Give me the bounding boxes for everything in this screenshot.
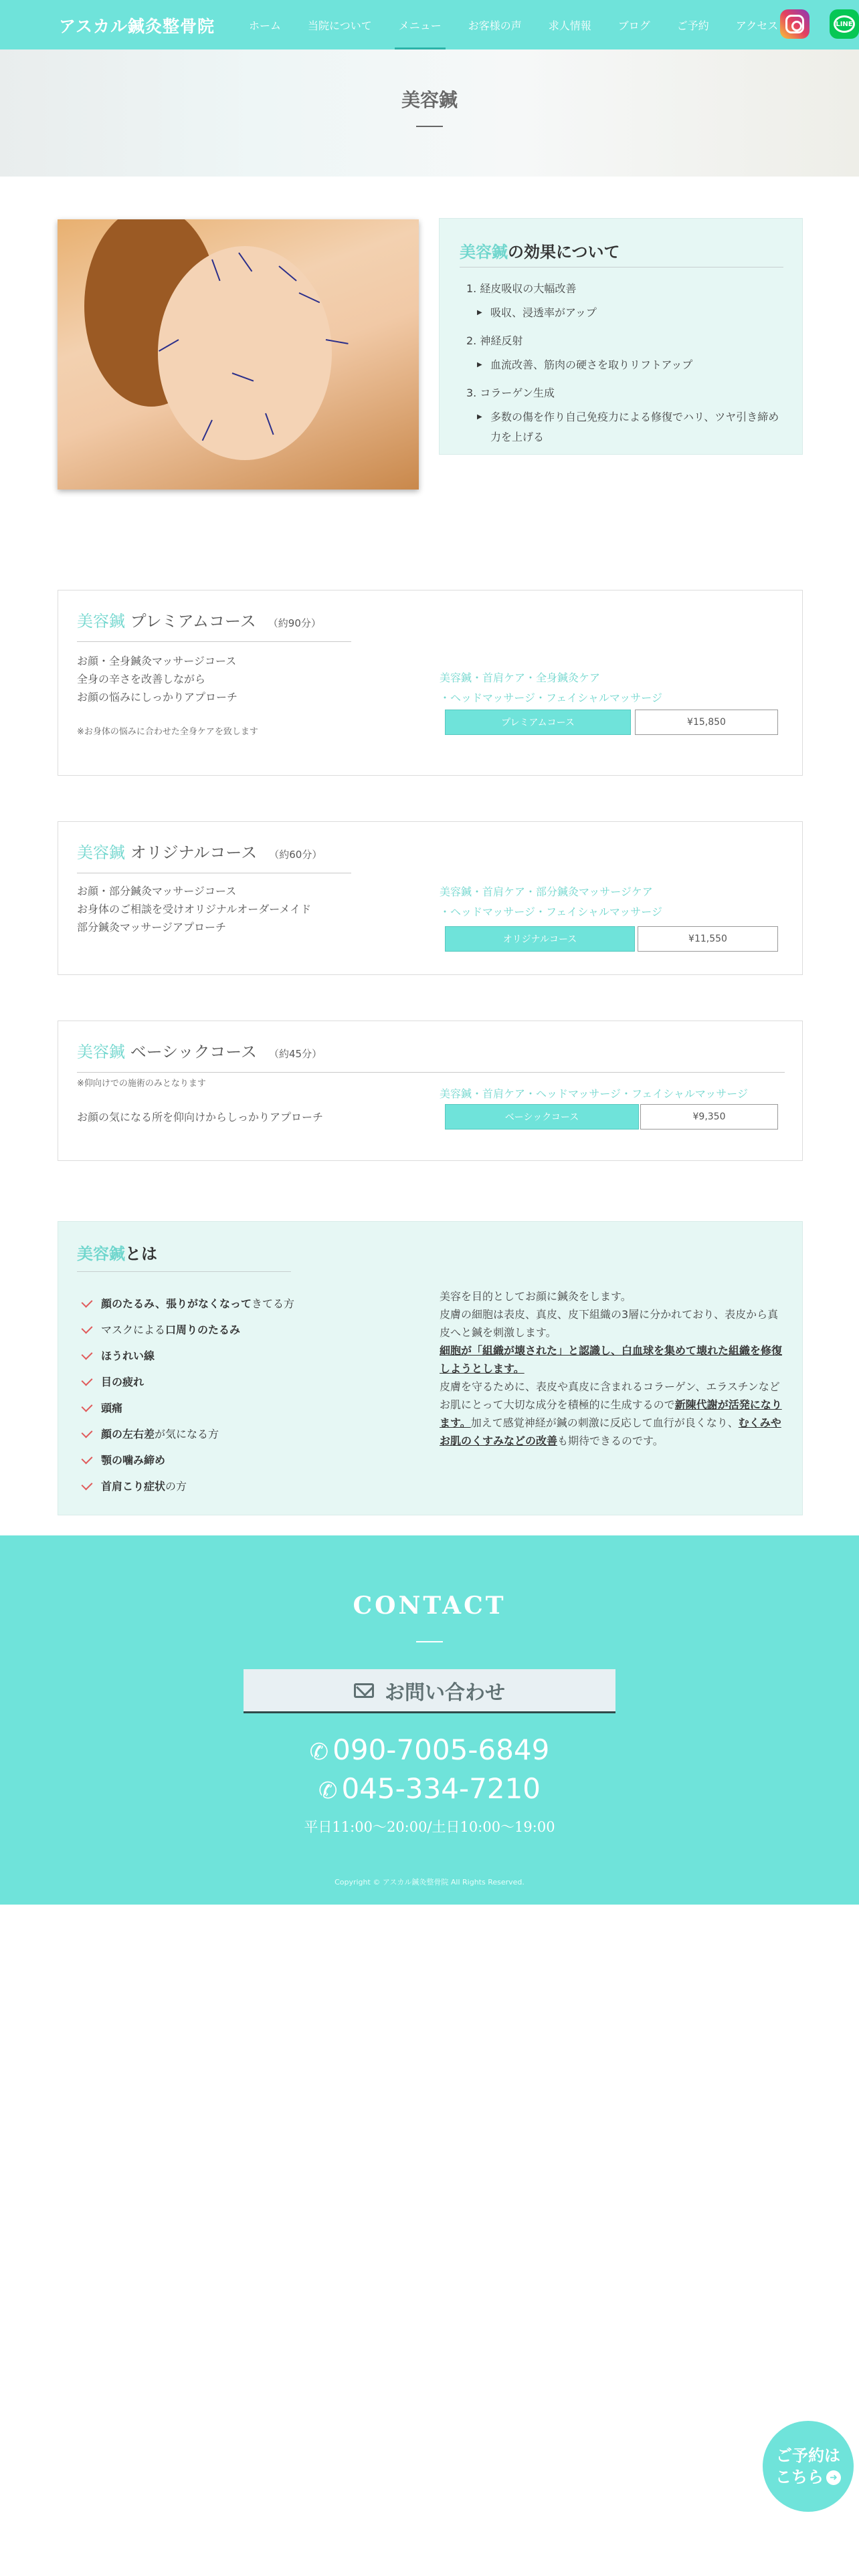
nav-access[interactable]: アクセス [735, 19, 779, 32]
course-description: お顔・全身鍼灸マッサージコース 全身の辛さを改善しながら お顔の悩みにしっかりアプローチ [77, 655, 238, 704]
basic-price-button[interactable]: ¥9,350 [640, 1104, 778, 1130]
original-price-button[interactable]: ¥11,550 [638, 926, 778, 952]
check-icon [82, 1374, 93, 1386]
list-item: 顔の左右差が気になる方 [82, 1420, 403, 1446]
title-underline [416, 126, 443, 127]
premium-price-button[interactable]: ¥15,850 [635, 710, 778, 735]
effects-panel [439, 218, 803, 455]
arrow-right-icon: ➜ [826, 2470, 841, 2485]
site-header [0, 0, 859, 49]
course-title: 美容鍼 プレミアムコース （約90分） [77, 612, 321, 631]
check-icon [82, 1296, 93, 1307]
check-icon [82, 1322, 93, 1333]
list-item: ほうれい線 [82, 1342, 403, 1368]
effects-list [466, 279, 781, 447]
nav-reserve[interactable]: ご予約 [676, 19, 709, 32]
mail-icon [354, 1683, 374, 1698]
course-menu: 美容鍼・首肩ケア・ヘッドマッサージ・フェイシャルマッサージ [440, 1087, 748, 1100]
nav-about[interactable]: 当院について [308, 19, 372, 32]
line-icon[interactable]: LINE [830, 9, 859, 39]
basic-course-button[interactable]: ベーシックコース [445, 1104, 639, 1130]
nav-home[interactable]: ホーム [249, 19, 282, 32]
effect-item: 2. 神経反射 [466, 334, 523, 347]
course-premium [58, 590, 803, 776]
course-description: お顔・部分鍼灸マッサージコース お身体のご相談を受けオリジナルオーダーメイド 部分鍼灸マッサージアプローチ [77, 885, 312, 934]
contact-title: CONTACT [353, 1592, 506, 1620]
effect-item: 1. 経皮吸収の大幅改善 [466, 282, 577, 295]
phone-icon: ✆ [318, 1778, 338, 1804]
about-description: 美容を目的としてお顔に鍼灸をします。 皮膚の細胞は表皮、真皮、皮下組織の3層に分かれており、表皮から真皮へと鍼を刺激します。 細胞が「組織が壊された」と認識し、白血球を集めて壊れた組織を修復しようとします。 皮膚を守るために、表皮や真皮に含まれるコラーゲン、エラスチンなどお肌にとって大切な成分を積極的に生成するので新陳代謝が活発になります。加えて感覚神経が鍼の刺激に反応して血行が良くなり、むくみやお肌のくすみなどの改善も期待できるのです。 [440, 1290, 783, 1447]
about-divider [77, 1271, 291, 1272]
inquiry-button[interactable]: お問い合わせ [244, 1669, 615, 1713]
course-divider [77, 641, 351, 642]
course-divider [77, 1072, 785, 1073]
main-nav [235, 0, 791, 49]
about-title: 美容鍼とは [77, 1245, 157, 1263]
list-item: 顔のたるみ、張りがなくなってきてる方 [82, 1290, 403, 1316]
course-basic [58, 1021, 803, 1161]
nav-voices[interactable]: お客様の声 [468, 19, 522, 32]
list-item: 目の疲れ [82, 1368, 403, 1394]
business-hours: 平日11:00〜20:00/土日10:00〜19:00 [304, 1819, 555, 1835]
phone-link-1[interactable]: ✆ 090-7005-6849 [309, 1733, 550, 1766]
nav-menu[interactable]: メニュー [385, 0, 455, 49]
course-note: ※仰向けでの施術のみとなります [77, 1079, 206, 1089]
course-original [58, 821, 803, 975]
check-icon [82, 1426, 93, 1438]
reserve-floating-button[interactable]: ご予約は こちら ➜ [763, 2421, 854, 2512]
copyright: Copyright © アスカル鍼灸整骨院 All Rights Reserved. [335, 1878, 524, 1887]
course-menu: 美容鍼・首肩ケア・全身鍼灸ケア ・ヘッドマッサージ・フェイシャルマッサージ [440, 671, 662, 704]
list-item: 顎の噛み締め [82, 1446, 403, 1473]
phone-link-2[interactable]: ✆ 045-334-7210 [318, 1772, 541, 1805]
photo-face [158, 246, 332, 460]
list-item: マスクによる口周りのたるみ [82, 1316, 403, 1342]
about-panel [58, 1221, 803, 1515]
nav-blog[interactable]: ブログ [617, 19, 650, 32]
check-icon [82, 1400, 93, 1412]
premium-course-button[interactable]: プレミアムコース [445, 710, 631, 735]
course-note: ※お身体の悩みに合わせた全身ケアを致します [77, 727, 258, 737]
page-title: 美容鍼 [401, 89, 458, 111]
check-icon [82, 1479, 93, 1490]
symptom-list [82, 1290, 403, 1499]
course-title: 美容鍼 オリジナルコース （約60分） [77, 843, 322, 862]
effect-item: 3. コラーゲン生成 [466, 387, 555, 399]
effect-sub: ▶ 多数の傷を作り自己免疫力による修復でハリ、ツヤ引き締め力を上げる [466, 407, 781, 447]
list-item: 頭痛 [82, 1394, 403, 1420]
nav-recruit[interactable]: 求人情報 [548, 19, 591, 32]
contact-underline [416, 1641, 443, 1642]
phone-icon: ✆ [309, 1739, 329, 1765]
course-description: お顔の気になる所を仰向けからしっかりアプローチ [77, 1111, 324, 1123]
contact-section [0, 1535, 859, 1905]
check-icon [82, 1453, 93, 1464]
acupuncture-photo [58, 219, 419, 490]
check-icon [82, 1348, 93, 1360]
site-logo[interactable]: アスカル鍼灸整骨院 [59, 17, 215, 36]
effects-title: 美容鍼の効果について [460, 243, 620, 261]
instagram-icon[interactable] [780, 9, 809, 39]
course-title: 美容鍼 ベーシックコース （約45分） [77, 1043, 322, 1061]
course-menu: 美容鍼・首肩ケア・部分鍼灸マッサージケア ・ヘッドマッサージ・フェイシャルマッサージ [440, 885, 662, 918]
original-course-button[interactable]: オリジナルコース [445, 926, 635, 952]
page-hero [0, 49, 859, 177]
list-item: 首肩こり症状の方 [82, 1473, 403, 1499]
effect-sub: ▶ 吸収、浸透率がアップ [466, 303, 781, 323]
effect-sub: ▶ 血流改善、筋肉の硬さを取りリフトアップ [466, 355, 781, 375]
